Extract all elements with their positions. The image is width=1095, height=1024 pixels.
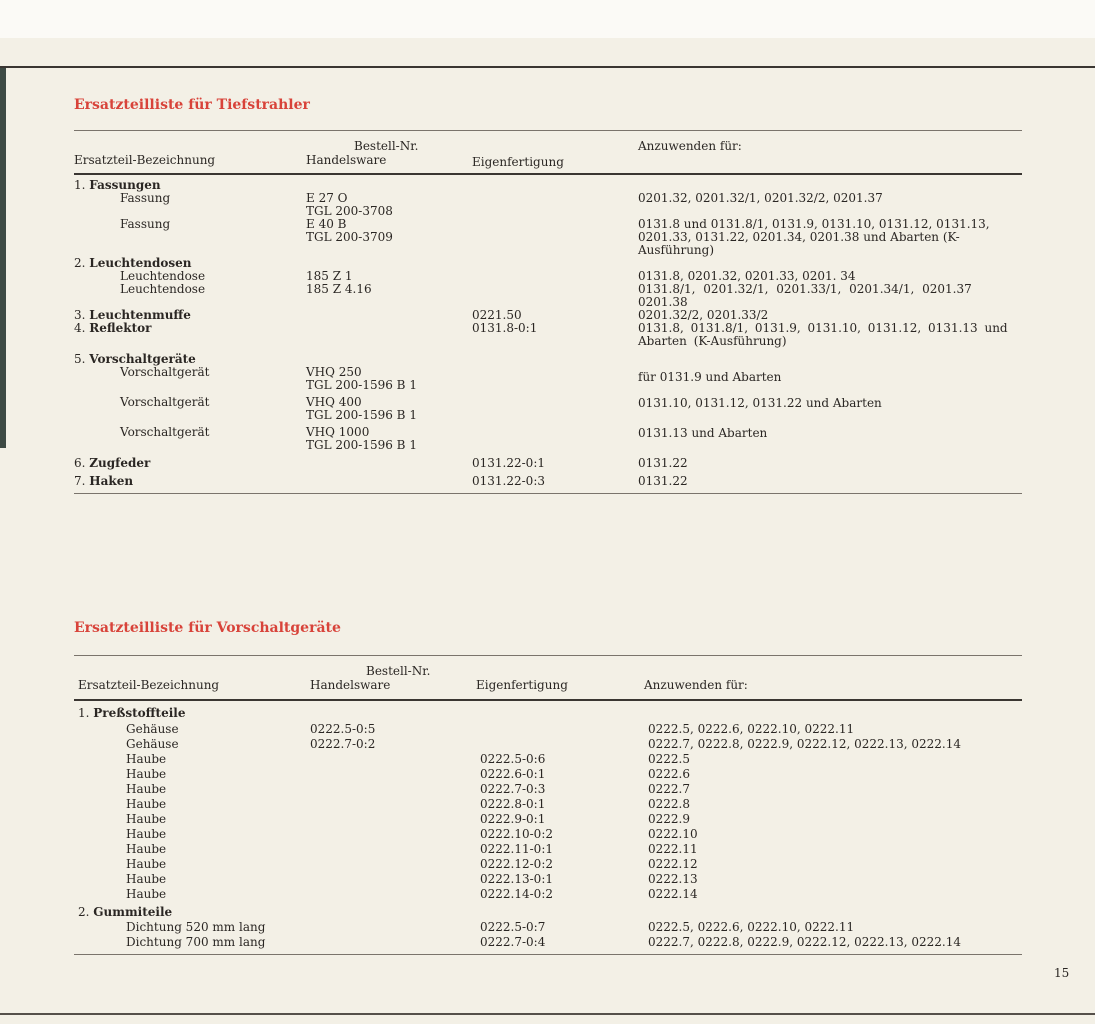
part-name: Gehäuse [126, 737, 179, 751]
handelsware-value [310, 935, 480, 950]
handelsware-value: TGL 200-1596 B 1 [306, 438, 417, 452]
part-name: Haube [126, 827, 167, 841]
handelsware-value [310, 827, 480, 842]
eigenfertigung-value: 0222.13-0:1 [480, 872, 553, 886]
category-name: Vorschaltgeräte [89, 352, 196, 366]
table-row [74, 283, 1022, 309]
anwendung-value: 0222.14 [648, 887, 698, 901]
handelsware-value [310, 920, 480, 935]
table-row [74, 322, 1022, 348]
header-row [74, 656, 1022, 678]
page-number: 15 [1054, 966, 1070, 980]
eigenfertigung-value: 0222.14-0:2 [480, 887, 553, 901]
table-row [74, 192, 1022, 218]
table-row [74, 782, 1022, 797]
handelsware-value: 185 Z 4.16 [306, 282, 372, 296]
table-row [74, 218, 1022, 257]
handelsware-value: TGL 200-1596 B 1 [306, 378, 417, 392]
part-name: Fassung [120, 191, 171, 205]
eigenfertigung-value: 0222.5-0:7 [480, 920, 546, 934]
anwendung-value: 0201.32, 0201.32/1, 0201.32/2, 0201.37 [638, 191, 883, 205]
anwendung-value: 0222.7, 0222.8, 0222.9, 0222.12, 0222.13, 0222.14 [648, 737, 961, 751]
anwendung-value: 0222.5, 0222.6, 0222.10, 0222.11 [648, 722, 855, 736]
top-rule [0, 66, 1095, 68]
table-row [74, 920, 1022, 935]
anwendung-value: 0222.10 [648, 827, 698, 841]
table-row [74, 348, 1022, 366]
anwendung-value: 0222.7, 0222.8, 0222.9, 0222.12, 0222.13, 0222.14 [648, 935, 961, 949]
eigenfertigung-value: 0222.10-0:2 [480, 827, 553, 841]
handelsware-value: TGL 200-3708 [306, 204, 393, 218]
part-name: Fassung [120, 217, 171, 231]
row-number: 6. [74, 456, 86, 470]
table-row [74, 935, 1022, 950]
handelsware-value: 185 Z 1 [306, 269, 353, 283]
eigenfertigung-value: 0222.7-0:4 [480, 935, 546, 949]
category-name: Haken [89, 474, 134, 488]
anwendung-value: 0201.32/2, 0201.33/2 [638, 308, 769, 322]
top-margin [0, 0, 1095, 38]
row-number: 2. [78, 905, 90, 919]
parts-table-body [74, 707, 1022, 950]
anwendung-value: 0222.5 [648, 752, 690, 766]
handelsware-value: TGL 200-3709 [306, 230, 393, 244]
table-row [74, 452, 1022, 470]
row-number: 4. [74, 321, 86, 335]
header-bestell: Bestell-Nr. [354, 139, 419, 153]
table-row [74, 857, 1022, 872]
eigenfertigung-value: 0222.9-0:1 [480, 812, 546, 826]
anwendung-value: 0131.8 und 0131.8/1, 0131.9, 0131.10, 0131.12, 0131.13, 0201.33, 0131.22, 0201.34, 0201.38 und Abarten (K-Ausführung) [638, 217, 990, 257]
part-name: Haube [126, 782, 167, 796]
category-name: Fassungen [89, 178, 161, 192]
parts-table-vorschaltgeraete [74, 656, 1022, 699]
part-name: Haube [126, 767, 167, 781]
eigenfertigung-value: 0131.22-0:1 [472, 456, 545, 470]
header-eigenfertigung: Eigenfertigung [472, 155, 564, 169]
part-name: Haube [126, 887, 167, 901]
category-name: Leuchtenmuffe [89, 308, 191, 322]
row-number: 1. [78, 706, 90, 720]
eigenfertigung-value: 0222.8-0:1 [480, 797, 546, 811]
part-name: Dichtung 700 mm lang [126, 935, 266, 949]
header-row [74, 678, 1022, 699]
handelsware-value [310, 872, 480, 887]
anwendung-value: 0222.12 [648, 857, 698, 871]
row-number: 2. [74, 256, 86, 270]
part-name: Haube [126, 752, 167, 766]
category-name: Reflektor [89, 321, 152, 335]
table-row [74, 842, 1022, 857]
eigenfertigung-value: 0131.8-0:1 [472, 321, 538, 335]
eigenfertigung-value: 0131.22-0:3 [472, 474, 545, 488]
part-name: Leuchtendose [120, 269, 206, 283]
table-row [74, 257, 1022, 270]
part-name: Leuchtendose [120, 282, 206, 296]
anwendung-value: für 0131.9 und Abarten [638, 370, 782, 384]
table-row [74, 827, 1022, 842]
category-name: Preßstoffteile [93, 706, 186, 720]
eigenfertigung-value: 0222.7-0:3 [480, 782, 546, 796]
table-row [74, 392, 1022, 422]
row-number: 7. [74, 474, 86, 488]
part-name: Gehäuse [126, 722, 179, 736]
eigenfertigung-value: 0221.50 [472, 308, 522, 322]
section-title: Ersatzteilliste für Vorschaltgeräte [74, 620, 341, 636]
parts-table-body [74, 179, 1022, 488]
handelsware-value [310, 842, 480, 857]
handelsware-value: TGL 200-1596 B 1 [306, 408, 417, 422]
header-handelsware: Handelsware [310, 678, 391, 692]
table-row [74, 470, 1022, 488]
anwendung-value: 0222.9 [648, 812, 690, 826]
part-name: Vorschaltgerät [120, 395, 210, 409]
category-name: Zugfeder [89, 456, 151, 470]
handelsware-value: VHQ 250 [306, 365, 362, 379]
table-row [74, 707, 1022, 722]
handelsware-value: VHQ 400 [306, 395, 362, 409]
section-title: Ersatzteilliste für Tiefstrahler [74, 97, 310, 113]
section-tiefstrahler [74, 94, 1022, 494]
anwendung-value: 0222.5, 0222.6, 0222.10, 0222.11 [648, 920, 855, 934]
part-name: Haube [126, 857, 167, 871]
anwendung-value: 0222.8 [648, 797, 690, 811]
eigenfertigung-value: 0222.5-0:6 [480, 752, 546, 766]
table-row [74, 366, 1022, 392]
anwendung-value: 0131.8/1, 0201.32/1, 0201.33/1, 0201.34/1, 0201.37 0201.38 [638, 282, 972, 309]
row-number: 3. [74, 308, 86, 322]
table-row [74, 752, 1022, 767]
part-name: Haube [126, 842, 167, 856]
handelsware-value: E 27 O [306, 191, 348, 205]
header-row [74, 131, 1022, 153]
part-name: Haube [126, 812, 167, 826]
anwendung-value: 0131.10, 0131.12, 0131.22 und Abarten [638, 396, 882, 410]
eigenfertigung-value: 0222.11-0:1 [480, 842, 553, 856]
anwendung-value: 0222.6 [648, 767, 690, 781]
part-name: Haube [126, 872, 167, 886]
table-bottom-rule [74, 954, 1022, 955]
eigenfertigung-value: 0222.12-0:2 [480, 857, 553, 871]
part-name: Dichtung 520 mm lang [126, 920, 266, 934]
table-row [74, 722, 1022, 737]
header-eigenfertigung: Eigenfertigung [476, 678, 568, 692]
eigenfertigung-value: 0222.6-0:1 [480, 767, 546, 781]
row-number: 5. [74, 352, 86, 366]
handelsware-value [310, 767, 480, 782]
part-name: Vorschaltgerät [120, 425, 210, 439]
anwendung-value: 0222.7 [648, 782, 690, 796]
table-row [74, 812, 1022, 827]
handelsware-value [310, 752, 480, 767]
row-number: 1. [74, 178, 86, 192]
table-row [74, 797, 1022, 812]
header-bestell: Bestell-Nr. [366, 664, 431, 678]
handelsware-value [310, 857, 480, 872]
anwendung-value: 0131.22 [638, 474, 688, 488]
table-row [74, 902, 1022, 920]
anwendung-value: 0131.22 [638, 456, 688, 470]
handelsware-value [310, 887, 480, 902]
table-row [74, 767, 1022, 782]
header-anzuwenden: Anzuwenden für: [638, 139, 742, 153]
eigenfertigung-value [480, 722, 648, 737]
eigenfertigung-value [480, 737, 648, 752]
header-row [74, 153, 1022, 173]
handelsware-value [310, 812, 480, 827]
anwendung-value: 0222.11 [648, 842, 698, 856]
category-name: Gummiteile [93, 905, 173, 919]
handelsware-value [310, 797, 480, 812]
table-row [74, 737, 1022, 752]
header-anzuwenden: Anzuwenden für: [644, 678, 748, 692]
table-row [74, 887, 1022, 902]
anwendung-value: 0131.13 und Abarten [638, 426, 768, 440]
anwendung-value: 0222.13 [648, 872, 698, 886]
bottom-rule [0, 1013, 1095, 1015]
anwendung-value: 0131.8, 0131.8/1, 0131.9, 0131.10, 0131.12, 0131.13 und Abarten (K-Ausführung) [638, 321, 1008, 348]
handelsware-value [310, 782, 480, 797]
left-edge [0, 68, 6, 448]
header-handelsware: Handelsware [306, 153, 387, 167]
part-name: Haube [126, 797, 167, 811]
table-row [74, 872, 1022, 887]
header-bezeichnung: Ersatzteil-Bezeichnung [74, 153, 216, 167]
part-name: Vorschaltgerät [120, 365, 210, 379]
header-bezeichnung: Ersatzteil-Bezeichnung [78, 678, 220, 692]
anwendung-value: 0131.8, 0201.32, 0201.33, 0201. 34 [638, 269, 856, 283]
handelsware-value: 0222.7-0:2 [310, 737, 376, 751]
table-row [74, 422, 1022, 452]
category-name: Leuchtendosen [89, 256, 192, 270]
parts-table-tiefstrahler [74, 131, 1022, 173]
section-vorschaltgeraete [74, 617, 1022, 955]
handelsware-value: VHQ 1000 [306, 425, 370, 439]
handelsware-value: 0222.5-0:5 [310, 722, 376, 736]
table-bottom-rule [74, 493, 1022, 494]
handelsware-value: E 40 B [306, 217, 347, 231]
